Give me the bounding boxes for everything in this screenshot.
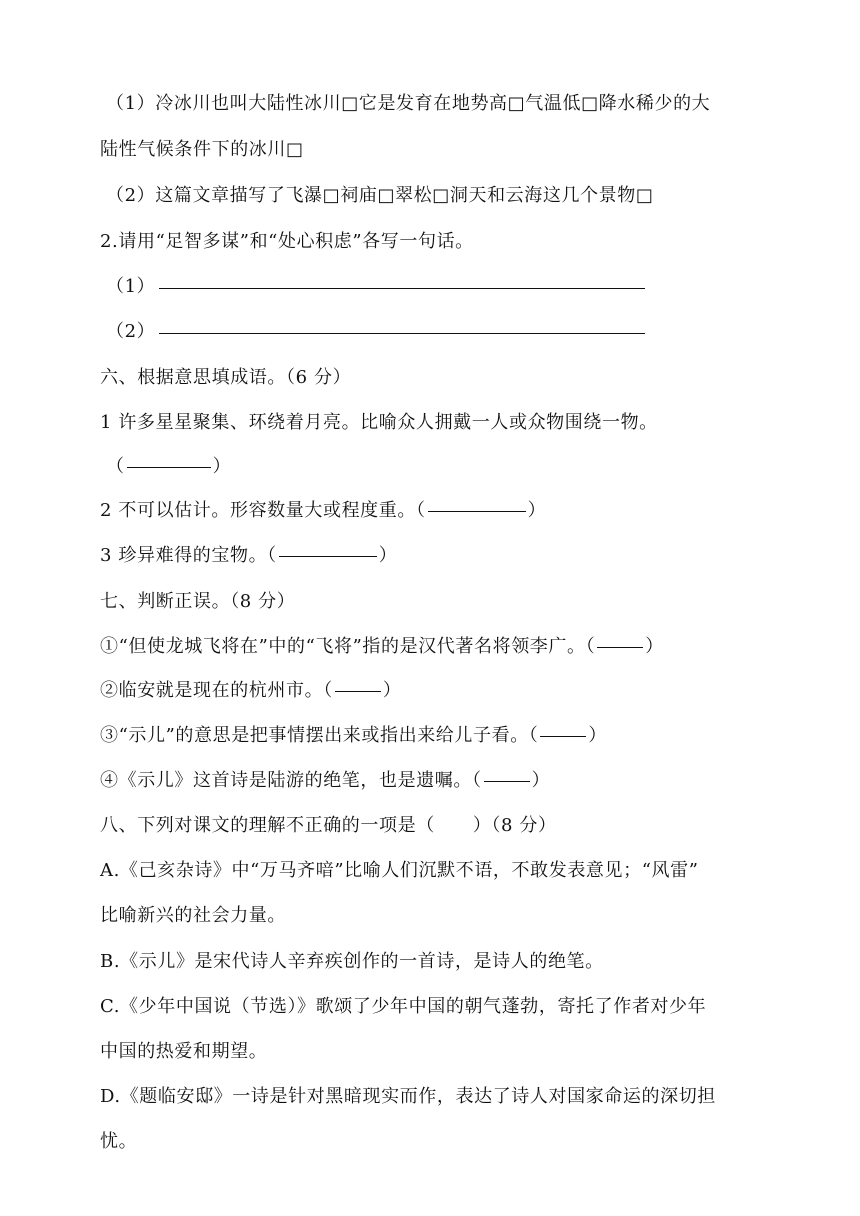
section-6-title: 六、根据意思填成语。（6 分） bbox=[100, 367, 352, 388]
option-d-line-2: 忧。 bbox=[100, 1131, 138, 1152]
close-paren: ） bbox=[588, 725, 608, 746]
section-6-question-3-text: 3 珍异难得的宝物。（ bbox=[100, 545, 277, 566]
section-7-question-1 bbox=[100, 635, 664, 659]
answer-line-2[interactable] bbox=[159, 331, 645, 334]
section-6-question-2-text: 2 不可以估计。形容数量大或程度重。（ bbox=[100, 500, 426, 521]
option-a-line-1: A.《己亥杂诗》中“万马齐喑”比喻人们沉默不语，不敢发表意见；“风雷” bbox=[100, 860, 699, 881]
blank-6-3[interactable] bbox=[279, 555, 377, 557]
close-paren: ） bbox=[531, 770, 551, 791]
answer-row-2 bbox=[106, 320, 645, 344]
answer-row-1-label: （1） bbox=[106, 276, 156, 297]
blank-7-1[interactable] bbox=[597, 646, 643, 648]
item-1-line-2: 陆性气候条件下的冰川□ bbox=[100, 139, 304, 160]
section-6-question-2 bbox=[100, 499, 546, 523]
section-7-question-2 bbox=[100, 679, 401, 703]
section-7-question-1-text: ①“但使龙城飞将在”中的“飞将”指的是汉代著名将领李广。（ bbox=[100, 636, 596, 657]
answer-row-1 bbox=[106, 275, 645, 299]
option-c-line-1: C.《少年中国说（节选）》歌颂了少年中国的朝气蓬勃，寄托了作者对少年 bbox=[100, 996, 707, 1017]
option-d-line-1: D.《题临安邸》一诗是针对黑暗现实而作，表达了诗人对国家命运的深切担 bbox=[100, 1086, 716, 1107]
item-2: （2）这篇文章描写了飞瀑□祠庙□翠松□洞天和云海这几个景物□ bbox=[106, 185, 654, 206]
section-6-question-1-answer bbox=[106, 455, 231, 479]
section-8-title-b: ）（8 分） bbox=[472, 815, 557, 836]
close-paren: ） bbox=[645, 636, 664, 657]
section-7-question-2-text: ②临安就是现在的杭州市。（ bbox=[100, 680, 333, 701]
option-b: B.《示儿》是宋代诗人辛弃疾创作的一首诗，是诗人的绝笔。 bbox=[100, 951, 604, 972]
close-paren: ） bbox=[378, 545, 398, 566]
blank-6-1[interactable] bbox=[127, 466, 211, 468]
blank-7-4[interactable] bbox=[484, 780, 530, 782]
close-paren: ） bbox=[382, 680, 402, 701]
close-paren: ） bbox=[527, 500, 547, 521]
option-c-line-2: 中国的热爱和期望。 bbox=[100, 1041, 268, 1062]
section-6-question-3 bbox=[100, 544, 397, 568]
close-paren: ） bbox=[212, 456, 232, 477]
open-paren: （ bbox=[106, 456, 125, 477]
section-6-question-1: 1 许多星星聚集、环绕着月亮。比喻众人拥戴一人或众物围绕一物。 bbox=[100, 412, 658, 433]
option-a-line-2: 比喻新兴的社会力量。 bbox=[100, 905, 286, 926]
section-8-title-a: 八、下列对课文的理解不正确的一项是（ bbox=[100, 815, 435, 836]
question-2-title: 2.请用“足智多谋”和“处心积虑”各写一句话。 bbox=[100, 231, 474, 252]
section-8-title bbox=[100, 814, 557, 838]
section-7-question-4-text: ④《示儿》这首诗是陆游的绝笔，也是遗嘱。（ bbox=[100, 770, 482, 791]
item-1-line-1: （1）冷冰川也叫大陆性冰川□它是发育在地势高□气温低□降水稀少的大 bbox=[106, 93, 711, 114]
section-7-question-3-text: ③“示儿”的意思是把事情摆出来或指出来给儿子看。（ bbox=[100, 725, 539, 746]
blank-6-2[interactable] bbox=[428, 510, 526, 512]
section-7-question-3 bbox=[100, 724, 607, 748]
blank-7-3[interactable] bbox=[540, 735, 586, 737]
section-7-title: 七、判断正误。（8 分） bbox=[100, 591, 296, 612]
blank-7-2[interactable] bbox=[335, 690, 381, 692]
section-7-question-4 bbox=[100, 769, 550, 793]
answer-line-1[interactable] bbox=[159, 286, 645, 289]
answer-row-2-label: （2） bbox=[106, 321, 156, 342]
